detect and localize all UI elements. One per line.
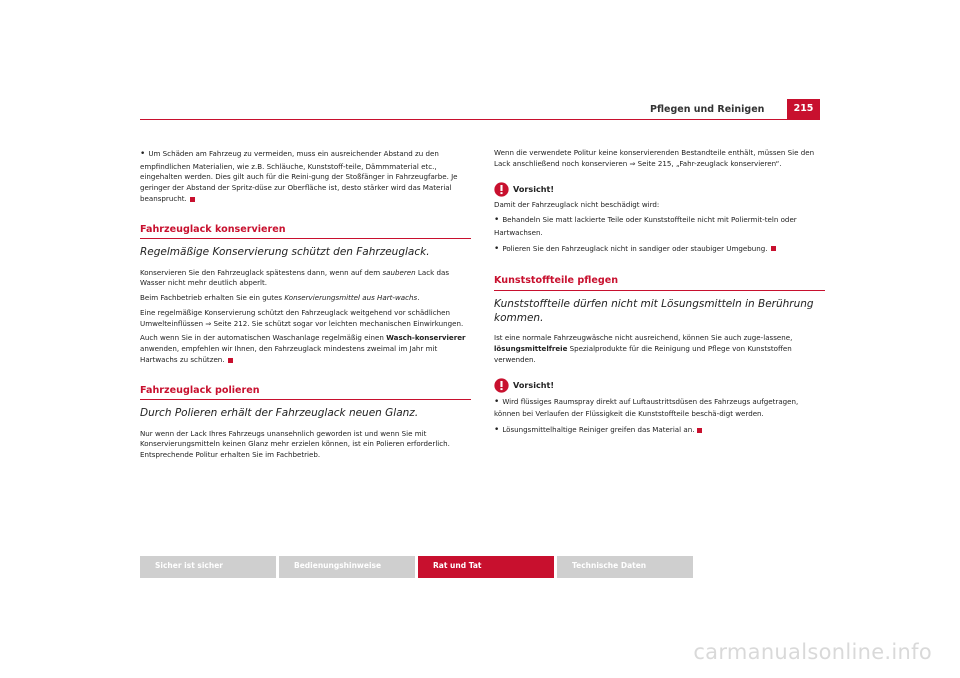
right-column	[494, 148, 825, 442]
end-mark-icon	[697, 428, 702, 433]
paragraph: Nur wenn der Lack Ihres Fahrzeugs unansehnlich geworden ist und wenn Sie mit Konservierungsmitteln keinen Glanz mehr erzielen können, ist ein Polieren erforderlich. Entsprechende Politur erhalten Sie im Fachbetrieb.	[140, 428, 450, 460]
caution-bullet	[494, 243, 825, 257]
page-header-title: Pflegen und Reinigen	[650, 104, 765, 115]
end-mark-icon	[228, 358, 233, 363]
intro-bullet-text: Um Schäden am Fahrzeug zu vermeiden, muss ein ausreichender Abstand zu den empfindlichen Materialien, wie z.B. Schläuche, Kunststoff-teile, Dämmmaterial etc., eingehalten werden. Dies gilt auch für die Reini-gung der Stoßfänger in Fahrzeugfarbe. Je geringer der Abstand der Spritz-düse zur Oberfläche ist, desto stärker wird das Material beansprucht.	[140, 149, 458, 204]
text: Lösungsmittelhaltige Reiniger greifen das Material an.	[502, 425, 695, 435]
page-number-badge: 215	[787, 99, 820, 119]
caution-icon	[494, 378, 509, 393]
text: .	[417, 293, 420, 303]
strong-text: Wasch-konservierer	[386, 333, 466, 343]
paragraph: Eine regelmäßige Konservierung schützt den Fahrzeuglack weitgehend vor schädlichen Umwelteinflüssen ⇒ Seite 212. Sie schützt sogar vor leichten mechanischen Einwirkungen.	[140, 307, 464, 328]
text: Ist eine normale Fahrzeugwäsche nicht ausreichend, können Sie auch zuge-lassene,	[494, 333, 793, 343]
text: anwenden, empfehlen wir Ihnen, den Fahrzeuglack mindestens zweimal im Jahr mit Hartwachs zu schützen.	[140, 344, 438, 365]
end-mark-icon	[190, 197, 195, 202]
text: Beim Fachbetrieb erhalten Sie ein gutes	[140, 293, 285, 303]
section-heading-konservieren: Fahrzeuglack konservieren	[140, 223, 471, 240]
header-divider	[140, 119, 820, 120]
watermark: carmanualsonline.info	[693, 640, 932, 664]
text: Polieren Sie den Fahrzeuglack nicht in sandiger oder staubiger Umgebung.	[502, 243, 768, 253]
strong-text: lösungsmittelfreie	[494, 344, 568, 354]
tab-sicher-ist-sicher[interactable]: Sicher ist sicher	[140, 556, 276, 578]
text: Lack das Wasser nicht mehr deutlich abperlt.	[140, 267, 450, 288]
tab-technische-daten[interactable]: Technische Daten	[557, 556, 693, 578]
paragraph	[140, 333, 471, 365]
caution-intro: Damit der Fahrzeuglack nicht beschädigt wird:	[494, 199, 660, 209]
text: Konservieren Sie den Fahrzeuglack spätestens dann, wenn auf dem	[140, 267, 383, 277]
caution-title: Vorsicht!	[513, 380, 555, 391]
section-heading-kunststoff: Kunststoffteile pflegen	[494, 274, 825, 291]
caution-box	[494, 182, 825, 197]
caution-title: Vorsicht!	[513, 183, 555, 194]
paragraph: Wenn die verwendete Politur keine konservierenden Bestandteile enthält, müssen Sie den Lack anschließend noch konservieren ⇒ Seite 215, „Fahr-zeuglack konservieren“.	[494, 148, 815, 168]
section-subtitle-kunststoff: Kunststoffteile dürfen nicht mit Lösungsmitteln in Berührung kommen.	[494, 298, 814, 325]
text: Auch wenn Sie in der automatischen Waschanlage regelmäßig einen	[140, 333, 387, 343]
section-heading-polieren: Fahrzeuglack polieren	[140, 384, 471, 401]
caution-icon	[494, 182, 509, 197]
caution-bullet	[494, 424, 825, 438]
caution-bullet: • Wird flüssiges Raumspray direkt auf Luftaustrittsdüsen des Fahrzeugs aufgetragen, können bei Verlaufen der Flüssigkeit die Kunststoffteile beschä-digt werden.	[494, 396, 825, 420]
paragraph	[494, 333, 825, 365]
footer-nav	[140, 556, 696, 578]
paragraph	[140, 268, 471, 290]
section-subtitle-polieren: Durch Polieren erhält der Fahrzeuglack neuen Glanz.	[140, 407, 419, 420]
paragraph	[140, 293, 471, 304]
emphasis: sauberen	[382, 267, 416, 277]
emphasis: Konservierungsmittel aus Hart-wachs	[284, 293, 418, 303]
intro-bullet	[140, 148, 471, 205]
end-mark-icon	[771, 246, 776, 251]
caution-box	[494, 378, 825, 393]
tab-bedienungshinweise[interactable]: Bedienungshinweise	[279, 556, 415, 578]
text: Spezialprodukte für die Reinigung und Pflege von Kunststoffen verwenden.	[494, 344, 792, 364]
left-column	[140, 148, 471, 465]
section-subtitle-konservieren: Regelmäßige Konservierung schützt den Fahrzeuglack.	[140, 246, 430, 259]
caution-bullet: • Behandeln Sie matt lackierte Teile oder Kunststoffteile nicht mit Poliermit-teln oder Hartwachsen.	[494, 214, 825, 238]
tab-rat-und-tat[interactable]: Rat und Tat	[418, 556, 554, 578]
